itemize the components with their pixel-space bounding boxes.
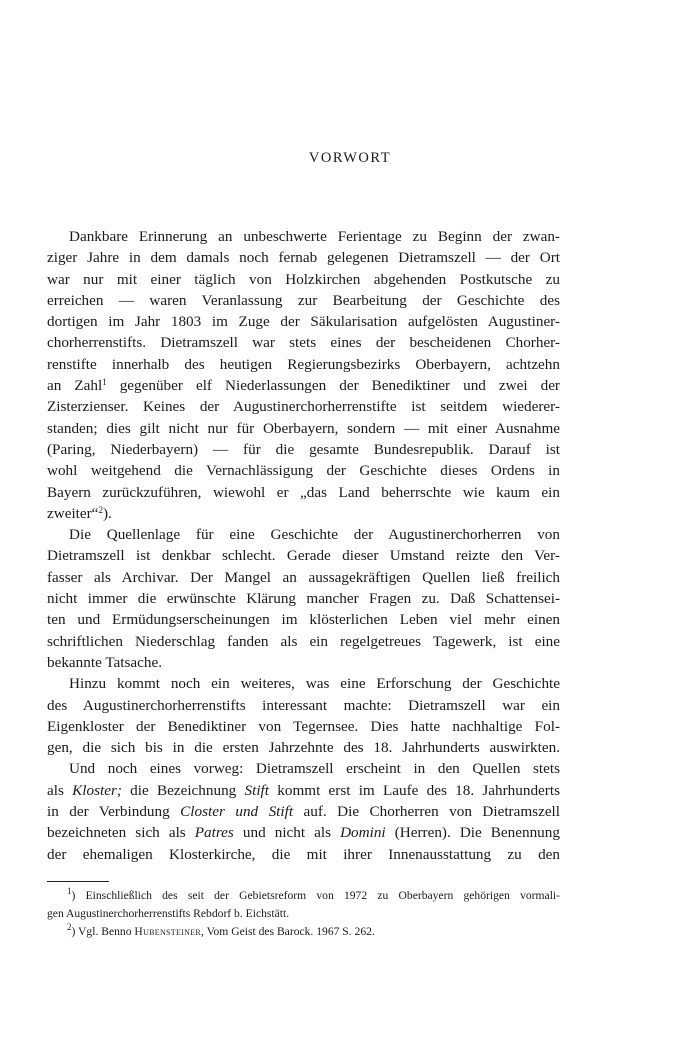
text-line [47, 375, 560, 396]
text-line: des Augustinerchorherrenstifts interessant machte: Dietramszell war ein [47, 696, 560, 714]
text-segment: (Herren). Die Benennung [385, 824, 560, 842]
footnote-marker-2: 2 [67, 921, 72, 932]
text-line: ten und Ermüdungserscheinungen im klösterlichen Leben viel mehr einen [47, 611, 560, 629]
footnote-ref-2: 2 [98, 504, 103, 515]
text-segment: an Zahl [47, 377, 103, 395]
footnote-text: ) Einschließlich des seit der Gebietsreform von 1972 zu Oberbayern gehörigen vormali- [71, 889, 560, 902]
page-title: VORWORT [308, 150, 392, 166]
text-line: gen, die sich bis in die ersten Jahrzehnte des 18. Jahrhunderts auswirkten. [47, 739, 560, 757]
text-line: nicht immer die erwünschte Klärung mancher Fragen zu. Daß Schattensei- [47, 590, 560, 608]
text-line: erreichen — waren Veranlassung zur Bearbeitung der Geschichte des [47, 291, 560, 309]
footnotes [47, 887, 560, 940]
text-line: Hinzu kommt noch ein weiteres, was eine Erforschung der Geschichte [69, 675, 560, 693]
text-line: war nur mit einer täglich von Holzkirchen abgehenden Postkutsche zu [47, 270, 560, 288]
italic-term: Stift [244, 781, 269, 799]
italic-term: Kloster; [72, 781, 122, 799]
text-line: Zisterzienser. Keines der Augustinerchorherrenstifte ist seitdem wiederer- [47, 398, 560, 416]
text-line: Die Quellenlage für eine Geschichte der Augustinerchorherren von [69, 526, 560, 544]
footnote-text: ) Vgl. Benno [71, 924, 135, 938]
text-line [47, 780, 560, 801]
text-line: Und noch eines vorweg: Dietramszell erscheint in den Quellen stets [69, 760, 560, 778]
footnote-ref-1: 1 [102, 377, 107, 388]
text-line: Eigenkloster der Benediktiner von Tegernsee. Dies hatte nachhaltige Fol- [47, 717, 560, 735]
text-line [47, 503, 560, 524]
text-line: wohl weitgehend die Vernachlässigung der Geschichte dieses Ordens in [47, 462, 560, 480]
italic-term: Domini [340, 824, 386, 842]
text-segment: bezeichneten sich als [47, 824, 195, 842]
text-line: standen; dies gilt nicht nur für Oberbayern, sondern — mit einer Ausnahme [47, 419, 560, 437]
text-segment: ). [102, 504, 112, 522]
footnote-1-cont: gen Augustinerchorherrenstifts Rebdorf b. Eichstätt. [47, 906, 290, 920]
text-line: (Paring, Niederbayern) — für die gesamte Bundesrepublik. Darauf ist [47, 440, 560, 458]
text-segment: als [47, 781, 73, 799]
text-line: renstifte innerhalb des heutigen Regierungsbezirks Oberbayern, achtzehn [47, 355, 560, 373]
text-segment: zweiter“ [47, 504, 99, 522]
text-line: Dankbare Erinnerung an unbeschwerte Ferientage zu Beginn der zwan- [69, 228, 560, 245]
footnote-author: Hubensteiner [134, 924, 202, 938]
text-segment: kommt erst im Laufe des 18. Jahrhunderts [269, 781, 560, 799]
text-line [47, 801, 560, 822]
text-line: bekannte Tatsache. [47, 653, 163, 671]
text-line: schriftlichen Niederschlag fanden als ein regelgetreues Tagewerk, ist eine [47, 632, 560, 650]
body-text [47, 226, 560, 865]
footnote-2 [47, 923, 560, 941]
text-line: der ehemaligen Klosterkirche, die mit ihrer Innenausstattung zu den [47, 845, 560, 863]
text-line: Dietramszell ist denkbar schlecht. Gerade dieser Umstand reizte den Ver- [47, 547, 560, 565]
text-line: dortigen im Jahr 1803 im Zuge der Säkularisation aufgelösten Augustiner- [47, 313, 560, 331]
text-segment: und nicht als [233, 824, 341, 842]
footnote-divider [47, 881, 109, 882]
footnote-1 [47, 887, 560, 905]
text-line: Bayern zurückzuführen, wiewohl er „das Land beherrschte wie kaum ein [47, 483, 560, 501]
text-segment: auf. Die Chorherren von Dietramszell [293, 803, 560, 821]
footnote-text: , Vom Geist des Barock. 1967 S. 262. [201, 924, 375, 938]
text-segment: gegenüber elf Niederlassungen der Benediktiner und zwei der [106, 377, 560, 395]
text-line [47, 822, 560, 843]
text-line: chorherrenstifts. Dietramszell war stets eines der bescheidenen Chorher- [47, 334, 560, 352]
text-line: ziger Jahre in dem damals noch fernab gelegenen Dietramszell — der Ort [47, 249, 560, 267]
text-line: fasser als Archivar. Der Mangel an aussagekräftigen Quellen ließ freilich [47, 568, 560, 586]
text-segment: in der Verbindung [47, 803, 181, 821]
italic-term: Patres [194, 824, 234, 842]
text-segment: die Bezeichnung [121, 781, 245, 799]
footnote-marker-1: 1 [67, 886, 72, 896]
italic-term: Closter und Stift [180, 803, 294, 821]
